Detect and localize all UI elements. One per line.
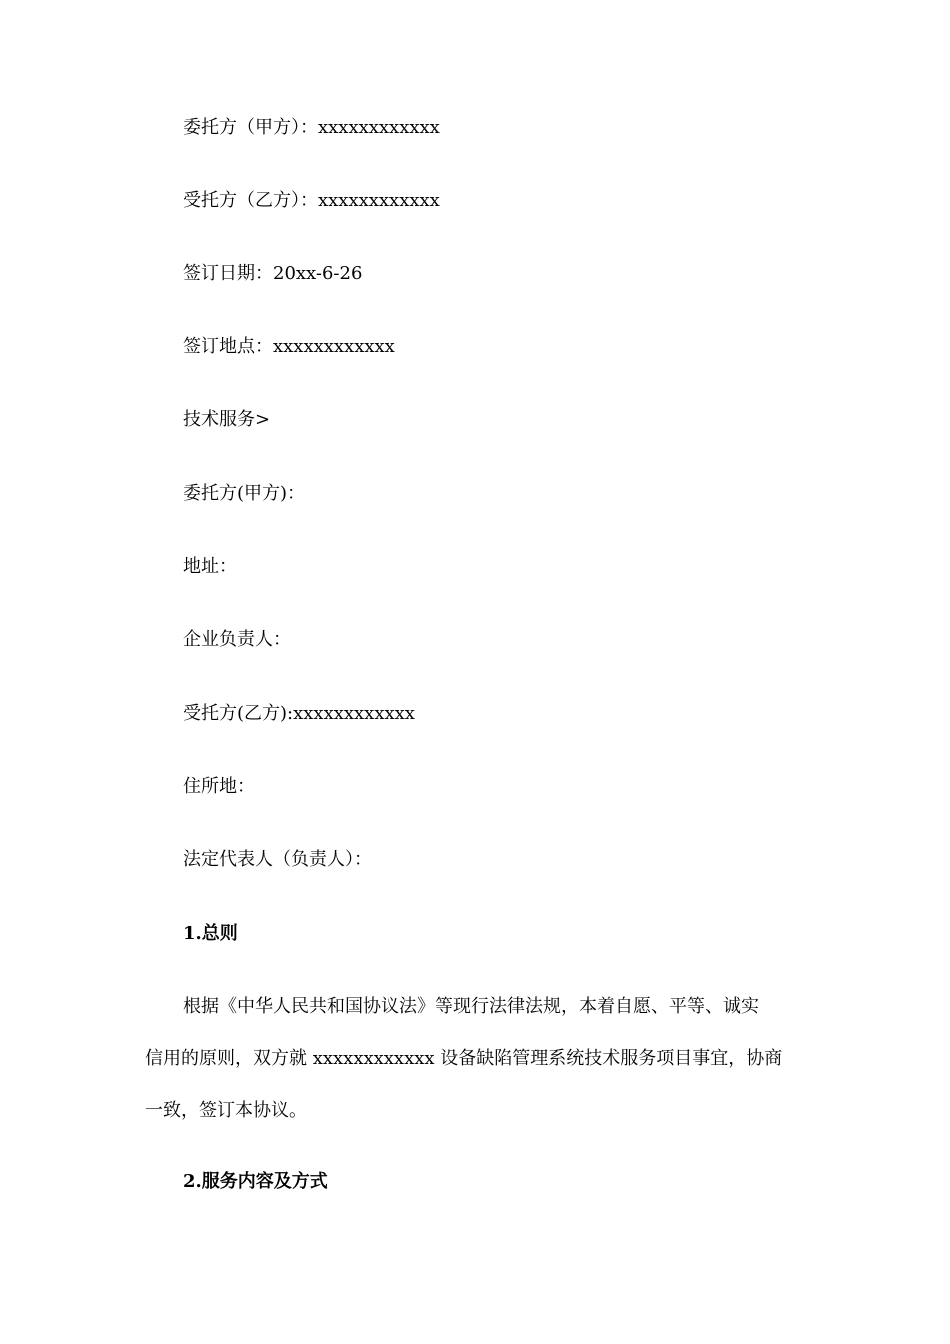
company-head-field: 企业负责人： bbox=[183, 629, 291, 650]
client-party-line: 委托方（甲方）：xxxxxxxxxxxx bbox=[183, 117, 440, 138]
address-field: 地址： bbox=[183, 556, 237, 577]
technical-service-line: 技术服务> bbox=[183, 409, 271, 430]
paragraph-line: 信用的原则，双方就 xxxxxxxxxxxx 设备缺陷管理系统技术服务项目事宜，协商 bbox=[145, 1048, 783, 1069]
trustee-party-line: 受托方（乙方）：xxxxxxxxxxxx bbox=[183, 190, 440, 211]
legal-representative-field: 法定代表人（负责人）： bbox=[183, 849, 372, 870]
trustee-party-field: 受托方(乙方):xxxxxxxxxxxx bbox=[183, 703, 415, 724]
signing-place-line: 签订地点：xxxxxxxxxxxx bbox=[183, 336, 395, 357]
paragraph-line: 根据《中华人民共和国协议法》等现行法律法规，本着自愿、平等、诚实 bbox=[183, 996, 759, 1017]
section-1-paragraph bbox=[145, 995, 805, 1125]
domicile-field: 住所地： bbox=[183, 776, 255, 797]
section-1-heading: 1.总则 bbox=[183, 923, 238, 944]
client-party-field: 委托方(甲方)： bbox=[183, 483, 306, 504]
section-2-heading: 2.服务内容及方式 bbox=[183, 1171, 328, 1192]
signing-date-line: 签订日期：20xx-6-26 bbox=[183, 263, 363, 284]
paragraph-line: 一致，签订本协议。 bbox=[145, 1100, 307, 1121]
